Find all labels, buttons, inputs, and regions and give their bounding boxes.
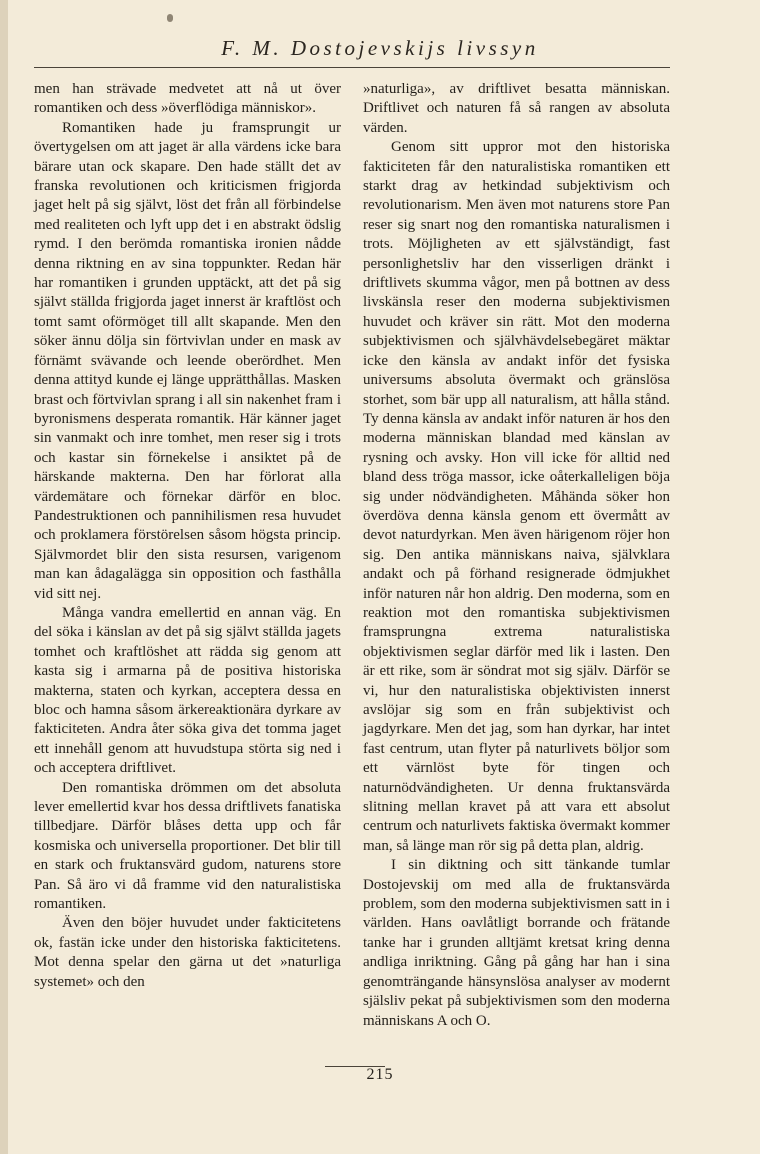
- paragraph: I sin diktning och sitt tänkande tumlar Dostojevskij om med alla de fruktansvärda problem, som den moderna subjektivismen satt in i världen. Hans oavlåtligt borrande och frätande tanke har i grunden alltjämt kretsat kring denna andliga inriktning. Gång på gång har han i sina genomträngande hänsynslösa analyser av modernt själsliv pekat på subjektivismen som den moderna människans A och O.: [363, 857, 670, 1029]
- page-number: 215: [366, 1066, 394, 1083]
- paragraph: Många vandra emellertid en annan väg. En del söka i känslan av det på sig självt ställda jagets tomhet och kraftlöshet att rädda sig genom att kasta sig i armarna på de positiva historiska makterna, staten och kyrkan, acceptera dessa en bloc och hamna såsom ärkereaktionära dyrkare av fakticiteten. Andra åter söka giva det tomma jaget ett innehåll genom att huvudstupa störta sig ned i och acceptera driftlivet.: [34, 604, 341, 777]
- right-column: [363, 80, 670, 1031]
- paragraph: Den romantiska drömmen om det absoluta lever emellertid kvar hos dessa driftlivets fanatiska tillbedjare. Därför blåses detta upp och får kosmiska och universella proportioner. Det blir till en stark och fruktansvärd gudom, naturens store Pan. Så äro vi då framme vid den naturalistiska romantiken.: [34, 779, 341, 913]
- left-column: [34, 80, 341, 992]
- running-header: F. M. Dostojevskijs livssyn: [221, 36, 539, 60]
- paragraph: Även den böjer huvudet under fakticitetens ok, fastän icke under den historiska fakticitetens. Mot denna spelar den gärna ut det »naturliga systemet» och den: [34, 915, 341, 990]
- paragraph: »naturliga», av driftlivet besatta människan. Driftlivet och naturen få så rangen av absoluta värden.: [363, 81, 670, 136]
- ink-smudge: [167, 14, 173, 22]
- paragraph: Genom sitt uppror mot den historiska fakticiteten får den naturalistiska romantiken ett starkt drag av hetkindad subjektivism och revolutionarism. Men även mot naturens store Pan reser sig snart nog den romantiska naturalismen i trots. Möjligheten av ett självständigt, fast personlighetsliv har den visserligen dränkt i driftlivets skumma vågor, men på bottnen av dess livskänsla reser den moderna subjektivismen huvudet och kräver sin rätt. Mot den moderna subjektivismen och självhävdelsebegäret mäktar icke den känsla av andakt inför det fysiska universums absoluta övermakt och gränslösa storhet, som bär upp all naturalism, att hålla stånd. Ty denna känsla av andakt inför naturen är hos den moderna människan blandad med känslan av rysning och avsky. Hon vill icke för alltid ned bland dess tröga massor, icke oåterkalleligen böja sig under nödvändigheten. Måhända söker hon överdöva denna känsla genom ett övermått av devot naturdyrkan. Men även härigenom röjer hon sig. Den antika människans naiva, självklara andakt och på förhand resignerade ödmjukhet inför naturen når hon aldrig. Den moderna, som en reaktion mot den romantiska subjektivismen framsprungna extrema naturalistiska objektivismen seglar därför med lik i lasten. Den är ett rike, som är söndrat mot sig själv. Därför se vi, hur den naturalistiska objektivisten innerst avslöjar sig som en från subjektivist och jagdyrkare. Men det jag, som han dyrkar, har intet fast centrum, utan flyter på naturlivets böljor som ett värnlöst byte för tingen och naturnödvändigheten. Ur denna fruktansvärda slitning mellan kravet på att vara ett absolut centrum och naturlivets faktiska övermakt kommer man, så länge man rör sig på detta plan, aldrig.: [363, 139, 670, 854]
- paragraph: Romantiken hade ju framsprungit ur övertygelsen om att jaget är alla värdens icke bara bärare utan ock skapare. Den hade ställt det av franska revolutionen och kriticismen frigjorda jaget helt på sig självt, löst det från all förbindelse med realiteten och lyft upp det i en abstrakt ödslig rymd. I den berömda romantiska ironien nådde denna riktning en av sina toppunkter. Redan här har romantiken i grunden upptäckt, att det på sig självt ställda frigjorda jaget innerst är kraftlöst och tomt samt oförmöget till allt skapande. Men den söker ännu dölja sin förtvivlan under en mask av förnämt svävande och leende oberördhet. Men denna attityd kunde ej länge upprätthållas. Masken brast och förtvivlan sprang i all sin nakenhet fram i byronismens desperata romantik. Här känner jaget sin vanmakt och inre tomhet, men reser sig i trots och kastar sin förnekelse i ansiktet på de härskande makterna. Den har förlorat alla värdemätare och förnekar därför en bloc. Pandestruktionen och pannihilismen resa huvudet och proklamera förstörelsen såsom högsta princip. Självmordet blir den sista resursen, varigenom man kan ådagalägga sin opposition och fasthålla vid sitt nej.: [34, 119, 341, 602]
- header-rule: [34, 67, 670, 68]
- page-edge-shadow: [0, 0, 8, 1154]
- paragraph: men han strävade medvetet att nå ut över romantiken och dess »överflödiga människor».: [34, 81, 341, 117]
